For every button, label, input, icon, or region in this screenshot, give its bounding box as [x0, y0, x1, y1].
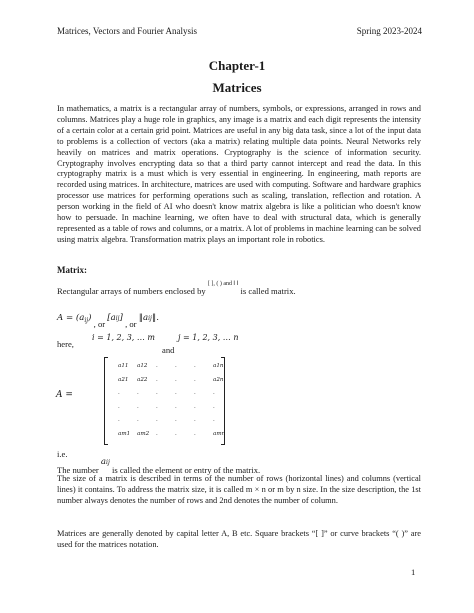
- matrix-label: A =: [56, 390, 73, 400]
- notation-line: [57, 312, 159, 329]
- notation-alt1: [a: [107, 313, 116, 323]
- notation-sub: ij: [84, 317, 89, 324]
- matrix-cell: a22: [137, 376, 148, 383]
- aij-letter: a: [100, 457, 107, 467]
- matrix-cell: .: [175, 403, 177, 410]
- matrix-cell: am2: [137, 430, 150, 437]
- matrix-cell: .: [194, 403, 196, 410]
- element-sentence-b: is called the element or entry of the matrix.: [111, 465, 261, 475]
- i-range: i = 1, 2, 3, … m: [92, 333, 156, 342]
- matrix-cell: .: [213, 417, 215, 423]
- matrix-cell: .: [118, 403, 120, 410]
- matrix-cell: .: [175, 376, 177, 383]
- rect-sentence-a: Rectangular arrays of numbers enclosed by: [57, 286, 206, 296]
- matrix-left-bracket: [104, 357, 108, 445]
- intro-paragraph: In mathematics, a matrix is a rectangular array of numbers, symbols, or expressions, arranged in rows and columns. Matrices play a huge role in graphics, any image is a matrix and each digit represents the intensity of a certain color at a certain grid point. Matrices are useful in any big data task, since a lot of the input data to problems is a collection of vectors (aka a matrix) relating multiple data points. Neural Networks rely heavily on matrices and matrix operations. Cryptography is the science of information security. Cryptography involves encrypting data so that a third party cannot intercept and read the data. In this cryptography matrix is a must which is very essential in engineering. In engineering, math reports are recorded using matrices. In architecture, matrices are used with computing. Software and hardware graphics processor use matrices for performing operations such as scaling, translation, reflection and rotation. A person working in the field of AI who doesn't know matrix algebra is like a politician who doesn't know how to persuade. In machine learning, we often have to deal with structural data, which is generally represented as a table of rows and columns, or a matrix. A lot of problems in machine learning can be solved using matrix algebra. Transformation matrix plays an important role in robotics.: [57, 104, 421, 244]
- matrix-cell: .: [156, 417, 158, 423]
- matrix-cell: .: [156, 390, 158, 396]
- page-number: 1: [411, 567, 416, 577]
- matrix-cell: .: [194, 430, 196, 437]
- notation-alt1b: ]: [119, 313, 123, 323]
- aij-sub: ij: [106, 459, 110, 466]
- header-left: Matrices, Vectors and Fourier Analysis: [57, 26, 198, 36]
- matrix-cell: .: [175, 417, 177, 423]
- rect-symbols: [ ], ( ) and ‖ ‖: [207, 281, 239, 287]
- notation-or1: , or: [93, 319, 106, 329]
- matrix-cell: .: [175, 390, 177, 396]
- matrix-cell: .: [213, 403, 215, 410]
- aij-symbol: [101, 457, 110, 467]
- notation-alt2: ‖a: [138, 313, 149, 323]
- element-sentence-a: The number: [57, 465, 99, 475]
- matrix-cell: .: [156, 403, 158, 410]
- matrix-cell: a12: [137, 363, 148, 369]
- matrix-cell: .: [137, 390, 139, 396]
- rect-sentence: [57, 281, 296, 296]
- j-range: j = 1, 2, 3, … n: [178, 333, 239, 342]
- matrix-cell: a21: [118, 376, 129, 383]
- matrix-cell: .: [156, 363, 158, 369]
- matrix-cell: a11: [118, 363, 129, 369]
- notation-or2: , or: [125, 319, 137, 329]
- matrix-cell: .: [118, 390, 120, 396]
- notation-b: ): [88, 313, 92, 323]
- matrix-cell: .: [156, 376, 158, 383]
- matrix-cell: .: [137, 417, 139, 423]
- notation-alt1-sub: ij: [115, 315, 120, 322]
- page-title: Matrices: [212, 80, 262, 95]
- header-right: Spring 2023-2024: [356, 26, 422, 36]
- matrix-cell: .: [194, 390, 196, 396]
- ie-label: i.e.: [57, 449, 68, 459]
- size-paragraph: The size of a matrix is described in terms of the number of rows (horizontal lines) and columns (vertical lines) it contains. To address the matrix size, it is called m × n or m by n size. In the size description, the 1st number always denotes the number of rows and 2nd denotes the number of column.: [57, 474, 421, 505]
- matrix-cell: .: [156, 430, 158, 437]
- matrix-cell: a2n: [213, 376, 224, 383]
- rect-sentence-b: is called matrix.: [240, 286, 296, 296]
- and-label: and: [162, 345, 175, 355]
- notation-alt2-sub: ij: [148, 315, 152, 322]
- matrix-cell: .: [175, 363, 177, 369]
- matrix-cell: .: [213, 390, 215, 396]
- matrix-cell: am1: [118, 430, 131, 437]
- notation-alt2b: ‖.: [151, 313, 159, 323]
- here-label: here,: [57, 339, 74, 349]
- notation-a: A = (a: [57, 313, 85, 323]
- matrix-cell: .: [194, 376, 196, 383]
- matrix-cell: .: [194, 417, 196, 423]
- chapter-heading: Chapter-1: [208, 58, 266, 73]
- matrix-cell: a1n: [213, 363, 224, 369]
- matrix-cell: .: [118, 417, 120, 423]
- matrix-cell: .: [137, 403, 139, 410]
- matrix-cell: amn: [213, 430, 226, 437]
- matrix-heading: Matrix:: [57, 265, 87, 275]
- denote-paragraph: Matrices are generally denoted by capital letter A, B etc. Square brackets “[ ]” or curve brackets “( )” are used for the matrices notation.: [57, 529, 421, 549]
- matrix-cell: .: [194, 363, 196, 369]
- matrix-cell: .: [175, 430, 177, 437]
